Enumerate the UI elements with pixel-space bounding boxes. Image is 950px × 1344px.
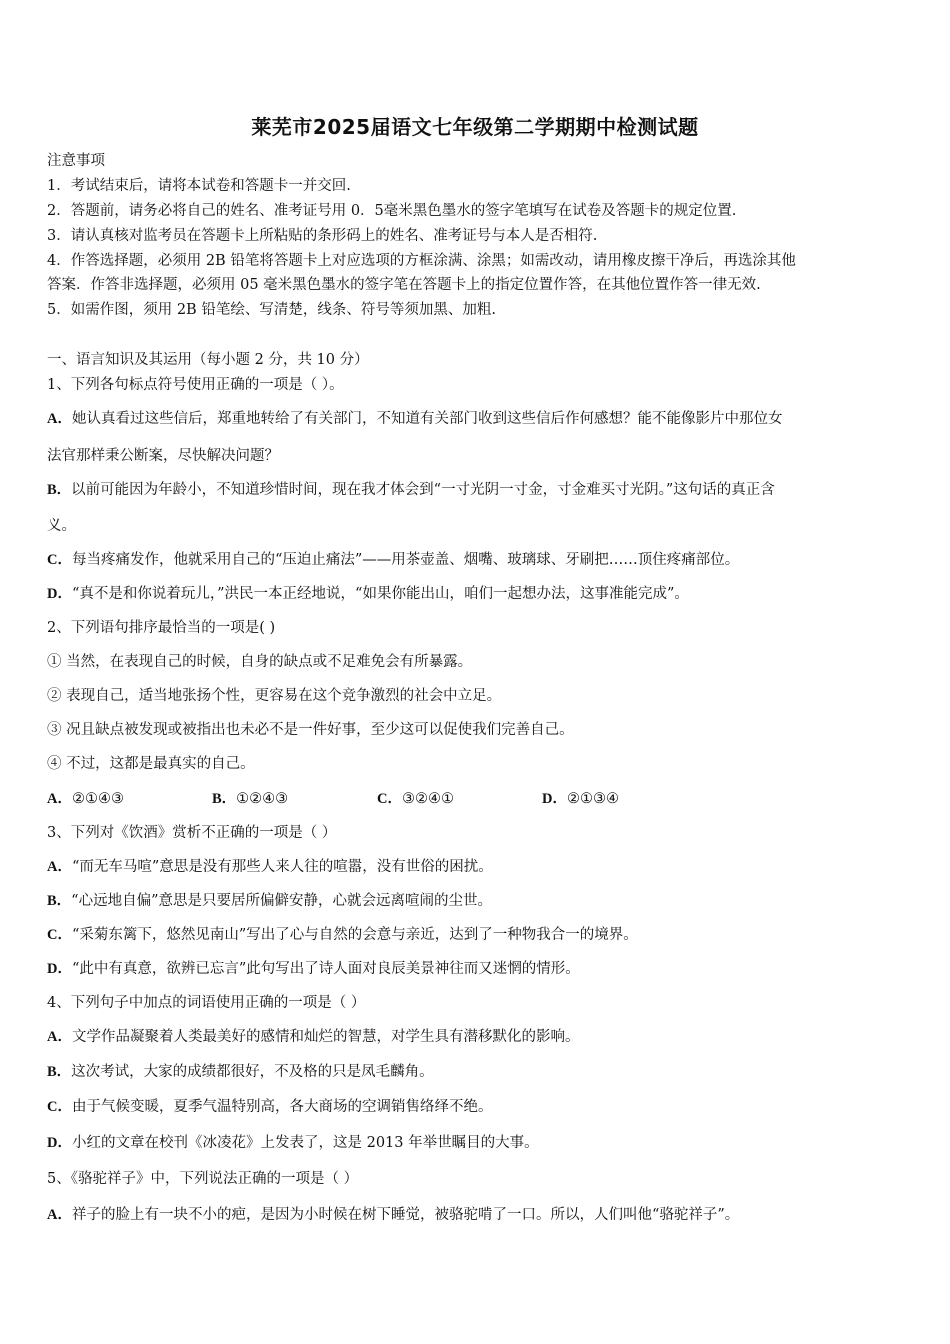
option-d [47,584,689,604]
question-stem: 5、《骆驼祥子》中，下列说法正确的一项是（ ） [47,1171,359,1187]
option-label: B． [47,482,72,498]
notice-item: 1．考试结束后，请将本试卷和答题卡一并交回. [47,178,351,194]
notice-item: 4．作答选择题，必须用 2B 铅笔将答题卡上对应选项的方框涂满、涂黑；如需改动，请用橡皮擦干净后，再选涂其他 [47,253,796,269]
option-text: ①②④③ [236,791,289,807]
option-text: 每当疼痛发作，他就采用自己的“压迫止痛法”——用茶壶盖、烟嘴、玻璃球、牙刷把……顶住疼痛部位。 [71,552,740,568]
option-a [47,1027,579,1047]
option-b-continued: 义。 [47,518,76,534]
option-label: A． [47,1207,72,1223]
option-d [47,959,580,979]
option-label: A． [47,1029,72,1045]
notice-item: 2．答题前，请务必将自己的姓名、准考证号用 0．5毫米黑色墨水的签字笔填写在试卷及答题卡的规定位置. [47,203,737,219]
option-label: C． [47,1099,72,1115]
option-b [47,891,492,911]
option-label: C． [47,927,72,943]
option-text: 由于气候变暖，夏季气温特别高，各大商场的空调销售络绎不绝。 [71,1099,493,1115]
option-text: 以前可能因为年龄小，不知道珍惜时间，现在我才体会到“一寸光阴一寸金，寸金难买寸光阴。”这句话的真正含 [71,482,775,498]
option-text: “心远地自偏”意思是只要居所偏僻安静，心就会远离喧闹的尘世。 [71,893,492,909]
option-text: “采菊东篱下，悠然见南山”写出了心与自然的会意与亲近，达到了一种物我合一的境界。 [71,927,638,943]
option-a [47,857,493,877]
option-text: “而无车马喧”意思是没有那些人来人往的喧嚣，没有世俗的困扰。 [71,859,493,875]
option-label: D． [47,586,72,602]
option-label: C． [47,552,72,568]
option-a [47,409,782,429]
option-text: 小红的文章在校刊《冰凌花》上发表了，这是 2013 年举世瞩目的大事。 [71,1135,539,1151]
option-label: A． [47,791,72,807]
option-label: D． [542,791,567,807]
question-stem: 3、下列对《饮酒》赏析不正确的一项是（ ） [47,825,337,841]
option-text: ②①④③ [71,791,124,807]
option-label: B． [47,893,72,909]
option-label: A． [47,859,72,875]
option-b [47,1062,434,1082]
sentence-item: ① 当然，在表现自己的时候，自身的缺点或不足难免会有所暴露。 [47,654,473,670]
option-c [47,1097,492,1117]
option-text: 她认真看过这些信后，郑重地转给了有关部门，不知道有关部门收到这些信后作何感想？能不能像影片中那位女 [71,411,783,427]
option-c [377,789,454,809]
option-a [47,789,124,809]
notice-item: 答案．作答非选择题，必须用 05 毫米黑色墨水的签字笔在答题卡上的指定位置作答，在其他位置作答一律无效. [47,277,761,293]
question-stem: 1、下列各句标点符号使用正确的一项是（ ）。 [47,377,344,393]
notice-item: 5．如需作图，须用 2B 铅笔绘、写清楚，线条、符号等须加黑、加粗. [47,302,496,318]
option-label: B． [212,791,237,807]
sentence-item: ③ 况且缺点被发现或被指出也未必不是一件好事，至少这可以促使我们完善自己。 [47,722,574,738]
option-c [47,550,739,570]
page-title: 莱芜市2025届语文七年级第二学期期中检测试题 [251,115,699,139]
option-label: C． [377,791,402,807]
option-c [47,925,638,945]
option-a-continued: 法官那样秉公断案，尽快解决问题？ [47,448,279,464]
option-b [47,480,775,500]
option-text: “此中有真意，欲辨已忘言”此句写出了诗人面对良辰美景神往而又迷惘的情形。 [71,961,580,977]
option-b [212,789,288,809]
option-label: D． [47,1135,72,1151]
option-text: 这次考试，大家的成绩都很好，不及格的只是凤毛麟角。 [71,1064,434,1080]
option-text: “真不是和你说着玩儿，”洪民一本正经地说，“如果你能出山，咱们一起想办法，这事准能完成”。 [71,586,689,602]
option-label: B． [47,1064,72,1080]
sentence-item: ② 表现自己，适当地张扬个性，更容易在这个竞争激烈的社会中立足。 [47,688,502,704]
option-d [47,1133,539,1153]
option-label: A． [47,411,72,427]
options-row [47,789,897,809]
option-text: 祥子的脸上有一块不小的疤，是因为小时候在树下睡觉，被骆驼啃了一口。所以，人们叫他“骆驼祥子”。 [71,1207,740,1223]
question-stem: 2、下列语句排序最恰当的一项是( ) [47,620,276,636]
sentence-item: ④ 不过，这都是最真实的自己。 [47,756,255,772]
option-text: 文学作品凝聚着人类最美好的感情和灿烂的智慧，对学生具有潜移默化的影响。 [71,1029,580,1045]
notice-item: 3．请认真核对监考员在答题卡上所粘贴的条形码上的姓名、准考证号与本人是否相符. [47,228,598,244]
option-text: ③②④① [401,791,454,807]
question-stem: 4、下列句子中加点的词语使用正确的一项是（ ） [47,995,366,1011]
option-label: D． [47,961,72,977]
option-text: ②①③④ [566,791,619,807]
option-a [47,1205,739,1225]
section-heading: 一、语言知识及其运用（每小题 2 分，共 10 分） [47,352,369,368]
option-d [542,789,619,809]
notice-heading: 注意事项 [47,153,105,169]
